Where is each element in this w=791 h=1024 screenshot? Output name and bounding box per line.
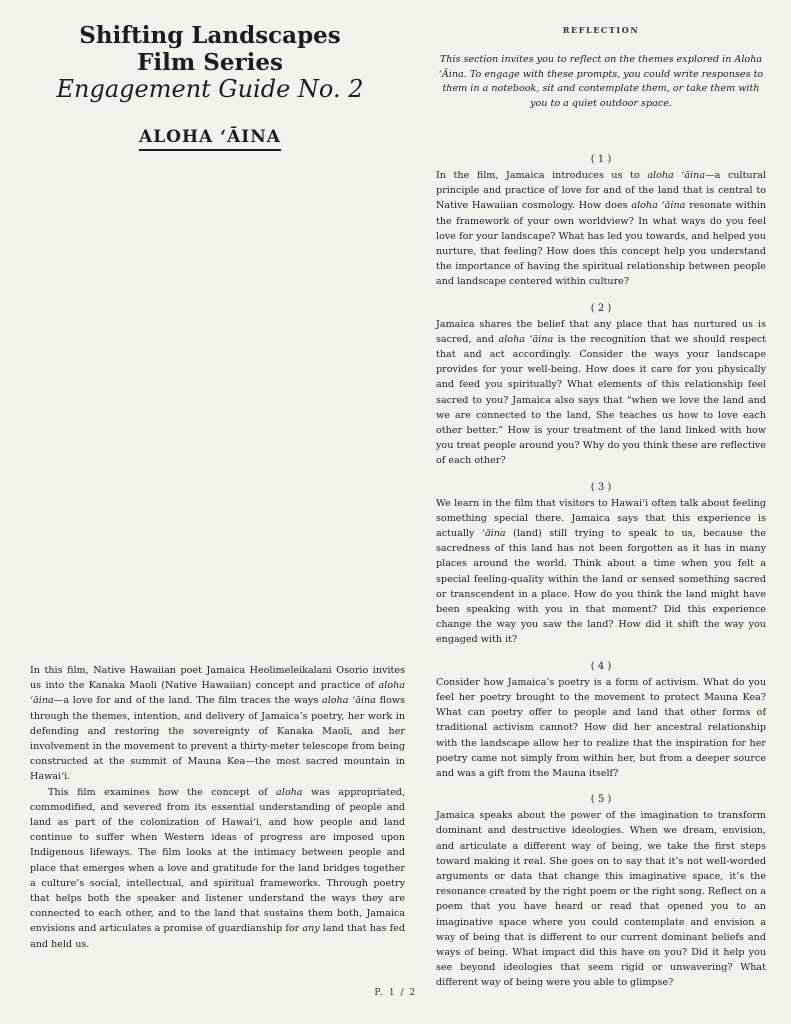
- overview-paragraph-1: [30, 663, 405, 785]
- text-run: We learn in the film that visitors to Hawaiʻi often talk about feeling something special there. Jamaica says that this experience is actually: [436, 497, 766, 540]
- text-run: land that has fed and held us.: [30, 923, 405, 950]
- film-title: [50, 127, 370, 147]
- guide-title: [50, 22, 370, 103]
- page-indicator: P. 1 / 2: [374, 988, 417, 998]
- prompt-text: Consider how Jamaica’s poetry is a form of activism. What do you feel her poetry brought to the movement to protect Mauna Kea? What can poetry offer to people and land that other forms of traditional activism cannot? How did her ancestral relationship with the landscape allow her to realize that the inspiration for her poetry came not simply from within her, but from a deeper source and was a gift from the Mauna itself?: [436, 676, 766, 779]
- prompt-text: [436, 317, 766, 469]
- text-run: —a love for and of the land. The film traces the ways: [53, 695, 322, 707]
- overview-paragraph-2: [30, 785, 405, 952]
- text-run-italic: aloha ʻāina: [631, 200, 686, 212]
- film-title-text: ALOHA ʻĀINA: [139, 127, 281, 151]
- text-run: flows through the themes, intention, and delivery of Jamaica’s poetry, her work in defending and restoring the sovereignty of Kanaka Maoli, and her involvement in the movement to prevent a thirty-meter telescope from being constructed at the summit of Mauna Kea—the most sacred mountain in Hawaiʻi.: [30, 695, 405, 783]
- prompt-text: Jamaica speaks about the power of the imagination to transform dominant and destructive ideologies. When we dream, envision, and articulate a different way of being, we take the first steps toward making it real. She goes on to say that it’s not well-worded arguments or data that change this imaginative space, it’s the resonance created by the right poem or the right song. Reflect on a poem that you have heard or read that opened you to an imaginative space where you could contemplate and envision a way of being that is different to our current dominant beliefs and ways of being. What impact did this have on you? Did it help you see beyond ideologies that seem rigid or unwavering? What different way of being were you able to glimpse?: [436, 810, 766, 989]
- text-run-italic: aloha ʻāina: [498, 333, 554, 345]
- text-run: In the film, Jamaica introduces us to: [436, 170, 648, 181]
- prompt-number: ( 3 ): [590, 481, 612, 493]
- text-run-italic: aloha ʻāina: [321, 695, 376, 707]
- series-title: Shifting Landscapes: [79, 22, 341, 49]
- reflection-intro: This section invites you to reflect on the themes explored in Aloha ʻĀina. To engage with these prompts, you could write responses to them in a notebook, sit and contemplate them, or take them with you to a quiet outdoor space.: [438, 54, 764, 109]
- reflection-prompts: [436, 154, 766, 991]
- prompt-text: [436, 168, 766, 290]
- prompt-number: ( 2 ): [590, 302, 612, 314]
- section-label: REFLECTION: [562, 25, 640, 35]
- text-run-italic: aloha: [276, 786, 303, 798]
- prompt-text: [436, 496, 766, 648]
- text-run: In this film, Native Hawaiian poet Jamaica Heolimeleikalani Osorio invites us into the Kanaka Maoli (Native Hawaiian) concept and practice of: [30, 665, 405, 692]
- text-run: Jamaica shares the belief that any place that has nurtured us is sacred, and: [436, 318, 766, 345]
- prompt-number: ( 4 ): [590, 660, 612, 672]
- text-run: was appropriated, commodified, and severed from its essential understanding of people and land as part of the colonization of Hawaiʻi, and how people and land continue to suffer when Western ideas of progress are imposed upon Indigenous lifeways. The film looks at the intimacy between people and place that emerges when a love and gratitude for the land bridges together a culture’s social, intellectual, and spiritual frameworks. Through poetry that helps both the speaker and listener understand the ways they are connected to each other, and to the land that sustains them both, Jamaica envisions and articulates a promise of guardianship for: [30, 786, 405, 935]
- text-run: resonate within the framework of your own worldview? In what ways do you feel love for your landscape? What has led you towards, and helped you nurture, that feeling? How does this concept help you understand the importance of having the spiritual relationship between people and landscape centered within culture?: [436, 200, 766, 288]
- prompt-number: ( 5 ): [590, 794, 612, 806]
- reflection-header: [436, 25, 766, 111]
- film-overview: [30, 663, 405, 952]
- prompt-number: ( 1 ): [590, 154, 612, 165]
- text-run: This film examines how the concept of: [48, 786, 277, 798]
- series-subtitle: Film Series: [137, 49, 283, 76]
- text-run-italic: any: [302, 923, 320, 935]
- text-run-italic: ʻāina: [481, 528, 506, 540]
- text-run: —a cultural principle and practice of love for and of the land that is central to Native Hawaiian cosmology. How does: [436, 170, 766, 212]
- text-run: is the recognition that we should respect that and act accordingly. Consider the ways your landscape provides for your well-being. How does it care for you physically and feed you spiritually? What elements of this relationship feel sacred to you? Jamaica also says that “when we love the land and we are connected to the land, She teaches us how to love each other better.” How is your treatment of the land linked with how you treat people around you? Why do you think these are reflective of each other?: [436, 333, 766, 467]
- text-run: (land) still trying to speak to us, because the sacredness of this land has not been forgotten as it has in many places around the world. Think about a time when you felt a special feeling-quality within the land or sensed something sacred or transcendent in a place. How do you think the land might have been speaking with you in that moment? Did this experience change the way you saw the land? How did it shift the way you engaged with it?: [436, 528, 767, 646]
- bleed-through-left: [30, 20, 405, 660]
- guide-number: Engagement Guide No. 2: [56, 75, 364, 103]
- text-run-italic: aloha ʻāina: [30, 680, 405, 707]
- text-run-italic: aloha ʻāina: [647, 170, 706, 181]
